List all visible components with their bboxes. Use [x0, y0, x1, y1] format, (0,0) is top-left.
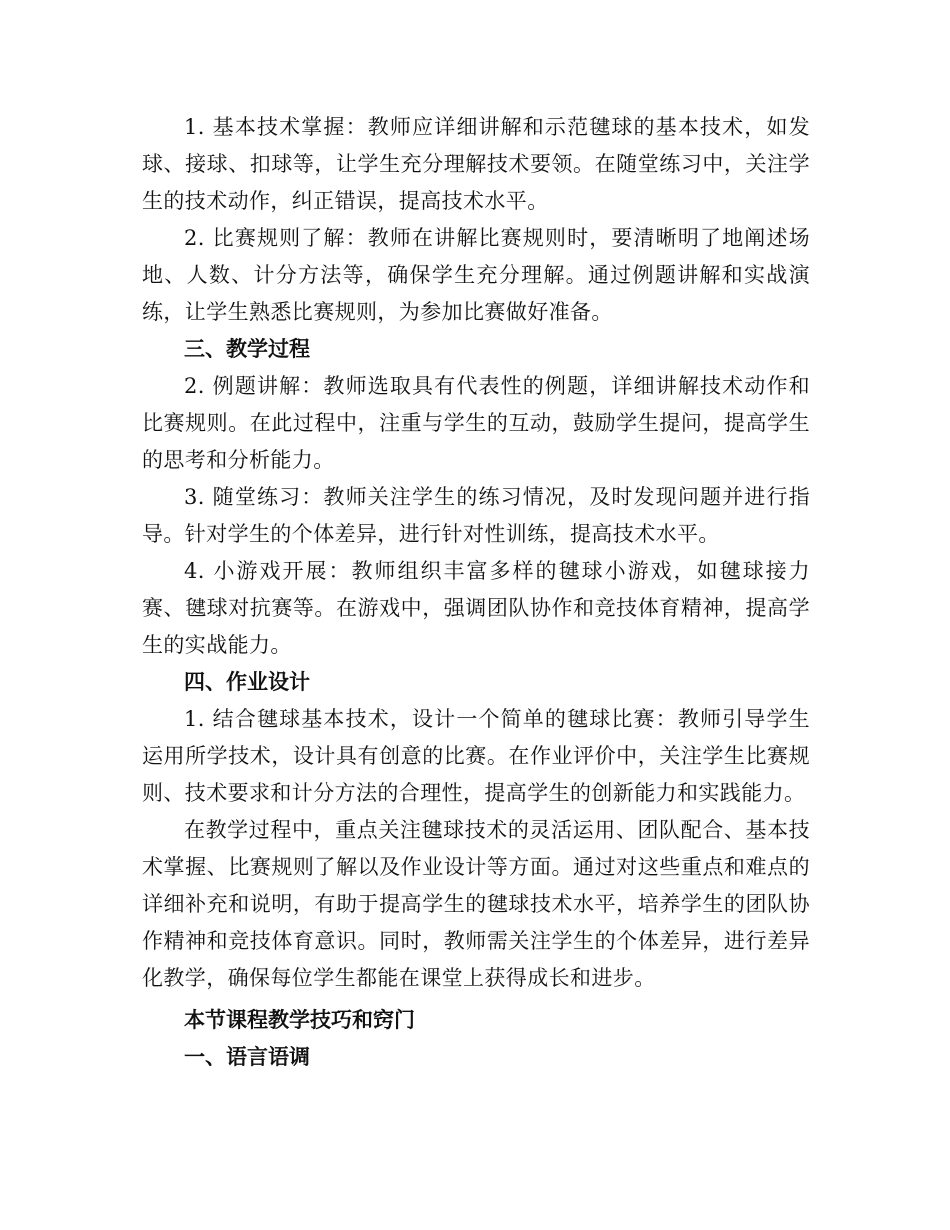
paragraph-summary: 在教学过程中，重点关注毽球技术的灵活运用、团队配合、基本技术掌握、比赛规则了解以及作业设计等方面。通过对这些重点和难点的详细补充和说明，有助于提高学生的毽球技术水平，培养学生的团队协作精神和竞技体育意识。同时，教师需关注学生的个体差异，进行差异化教学，确保每位学生都能在课堂上获得成长和进步。	[142, 818, 810, 990]
paragraph-example-explanation: 2. 例题讲解：教师选取具有代表性的例题，详细讲解技术动作和比赛规则。在此过程中，注重与学生的互动，鼓励学生提问，提高学生的思考和分析能力。	[142, 374, 810, 472]
paragraph-homework-item: 1. 结合毽球基本技术，设计一个简单的毽球比赛：教师引导学生运用所学技术，设计具有创意的比赛。在作业评价中，关注学生比赛规则、技术要求和计分方法的合理性，提高学生的创新能力和实践能力。	[142, 707, 810, 805]
heading-teaching-tips: 本节课程教学技巧和窍门	[184, 1008, 415, 1032]
paragraph-class-practice: 3. 随堂练习：教师关注学生的练习情况，及时发现问题并进行指导。针对学生的个体差异，进行针对性训练，提高技术水平。	[142, 485, 810, 546]
heading-language-tone: 一、语言语调	[184, 1045, 310, 1069]
document-body	[142, 109, 810, 1076]
paragraph-competition-rules: 2. 比赛规则了解：教师在讲解比赛规则时，要清晰明了地阐述场地、人数、计分方法等，确保学生充分理解。通过例题讲解和实战演练，让学生熟悉比赛规则，为参加比赛做好准备。	[142, 226, 810, 324]
paragraph-basic-technique: 1. 基本技术掌握：教师应详细讲解和示范毽球的基本技术，如发球、接球、扣球等，让学生充分理解技术要领。在随堂练习中，关注学生的技术动作，纠正错误，提高技术水平。	[142, 115, 810, 213]
heading-homework-design: 四、作业设计	[184, 670, 310, 694]
heading-teaching-process: 三、教学过程	[184, 337, 310, 361]
paragraph-mini-games: 4. 小游戏开展：教师组织丰富多样的毽球小游戏，如毽球接力赛、毽球对抗赛等。在游戏中，强调团队协作和竞技体育精神，提高学生的实战能力。	[142, 559, 810, 657]
